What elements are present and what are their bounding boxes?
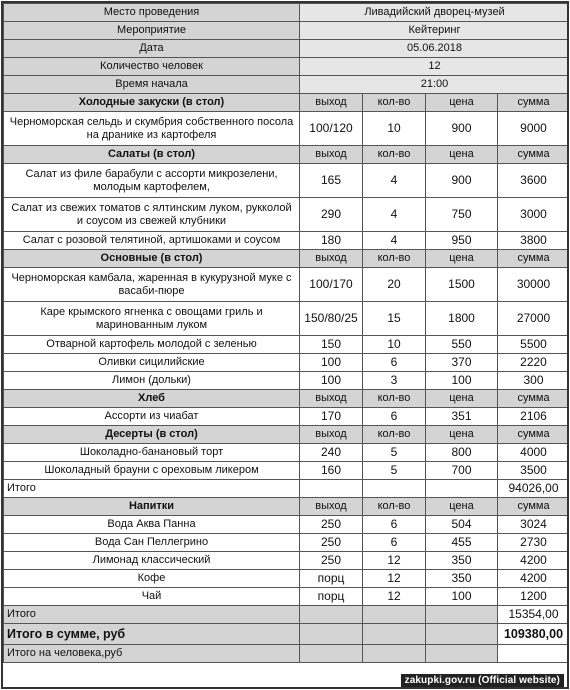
column-header-price: цена: [426, 146, 498, 164]
item-name: Шоколадный брауни с ореховым ликером: [4, 462, 300, 480]
item-output: 150/80/25: [300, 302, 363, 336]
column-header-qty: кол-во: [363, 390, 426, 408]
item-qty: 6: [363, 408, 426, 426]
section-title: Напитки: [4, 498, 300, 516]
food-total-row: [4, 480, 570, 498]
column-header-output: выход: [300, 94, 363, 112]
item-name: Отварной картофель молодой с зеленью: [4, 336, 300, 354]
column-header-qty: кол-во: [363, 426, 426, 444]
item-sum: 4200: [498, 552, 570, 570]
item-output: 100/170: [300, 268, 363, 302]
item-price: 504: [426, 516, 498, 534]
watermark-text: zakupki.gov.ru (Official website): [401, 674, 564, 687]
info-row: [4, 4, 570, 22]
item-qty: 10: [363, 112, 426, 146]
item-sum: 3800: [498, 232, 570, 250]
section-header-row: [4, 94, 570, 112]
column-header-price: цена: [426, 390, 498, 408]
item-price: 455: [426, 534, 498, 552]
table-row: [4, 372, 570, 390]
item-sum: 27000: [498, 302, 570, 336]
item-sum: 4000: [498, 444, 570, 462]
column-header-sum: сумма: [498, 426, 570, 444]
item-sum: 1200: [498, 588, 570, 606]
table-row: [4, 444, 570, 462]
item-output: 160: [300, 462, 363, 480]
item-name: Кофе: [4, 570, 300, 588]
section-header-row: [4, 146, 570, 164]
column-header-sum: сумма: [498, 250, 570, 268]
item-name: Черноморская сельдь и скумбрия собственного посола на дранике из картофеля: [4, 112, 300, 146]
item-price: 100: [426, 372, 498, 390]
item-sum: 2730: [498, 534, 570, 552]
column-header-output: выход: [300, 498, 363, 516]
drinks-total-label: Итого: [4, 606, 300, 624]
section-title: Хлеб: [4, 390, 300, 408]
column-header-price: цена: [426, 250, 498, 268]
item-output: 250: [300, 534, 363, 552]
section-header-row: [4, 250, 570, 268]
item-qty: 20: [363, 268, 426, 302]
item-name: Салат из свежих томатов с ялтинским луком, рукколой и соусом из свежей клубники: [4, 198, 300, 232]
item-sum: 2106: [498, 408, 570, 426]
item-name: Лимонад классический: [4, 552, 300, 570]
item-qty: 6: [363, 534, 426, 552]
info-value: 21:00: [300, 76, 570, 94]
item-sum: 3600: [498, 164, 570, 198]
item-name: Черноморская камбала, жаренная в кукурузной муке с васаби-пюре: [4, 268, 300, 302]
table-row: [4, 302, 570, 336]
item-sum: 3000: [498, 198, 570, 232]
item-price: 750: [426, 198, 498, 232]
column-header-output: выход: [300, 250, 363, 268]
item-output: порц: [300, 588, 363, 606]
food-total-value: 94026,00: [498, 480, 570, 498]
item-price: 800: [426, 444, 498, 462]
item-name: Шоколадно-банановый торт: [4, 444, 300, 462]
column-header-price: цена: [426, 498, 498, 516]
item-qty: 12: [363, 552, 426, 570]
item-qty: 4: [363, 232, 426, 250]
item-name: Вода Аква Панна: [4, 516, 300, 534]
item-qty: 6: [363, 354, 426, 372]
item-qty: 5: [363, 462, 426, 480]
item-qty: 12: [363, 588, 426, 606]
item-output: 100: [300, 372, 363, 390]
column-header-qty: кол-во: [363, 94, 426, 112]
item-qty: 3: [363, 372, 426, 390]
item-price: 900: [426, 112, 498, 146]
item-qty: 6: [363, 516, 426, 534]
item-output: 180: [300, 232, 363, 250]
item-sum: 2220: [498, 354, 570, 372]
table-row: [4, 516, 570, 534]
per-person-label: Итого на человека,руб: [4, 645, 300, 663]
column-header-qty: кол-во: [363, 250, 426, 268]
item-qty: 4: [363, 164, 426, 198]
item-output: 150: [300, 336, 363, 354]
empty-cell: [363, 624, 426, 645]
column-header-sum: сумма: [498, 390, 570, 408]
item-price: 100: [426, 588, 498, 606]
table-row: [4, 112, 570, 146]
empty-cell: [300, 606, 363, 624]
table-row: [4, 232, 570, 250]
item-name: Салат из филе барабули с ассорти микрозелени, молодым картофелем,: [4, 164, 300, 198]
item-price: 900: [426, 164, 498, 198]
item-name: Салат с розовой телятиной, артишоками и соусом: [4, 232, 300, 250]
drinks-header-row: [4, 498, 570, 516]
item-output: 165: [300, 164, 363, 198]
item-qty: 5: [363, 444, 426, 462]
section-title: Салаты (в стол): [4, 146, 300, 164]
empty-cell: [300, 480, 363, 498]
item-price: 550: [426, 336, 498, 354]
column-header-sum: сумма: [498, 94, 570, 112]
empty-cell: [300, 624, 363, 645]
info-label: Количество человек: [4, 58, 300, 76]
table-row: [4, 198, 570, 232]
item-qty: 10: [363, 336, 426, 354]
table-row: [4, 534, 570, 552]
grand-total-label: Итого в сумме, руб: [4, 624, 300, 645]
item-sum: 4200: [498, 570, 570, 588]
item-sum: 9000: [498, 112, 570, 146]
column-header-output: выход: [300, 426, 363, 444]
table-row: [4, 462, 570, 480]
item-output: 250: [300, 516, 363, 534]
table-row: [4, 354, 570, 372]
empty-cell: [426, 606, 498, 624]
info-value: 05.06.2018: [300, 40, 570, 58]
column-header-output: выход: [300, 146, 363, 164]
section-title: Десерты (в стол): [4, 426, 300, 444]
table-row: [4, 588, 570, 606]
item-output: 250: [300, 552, 363, 570]
item-output: 100/120: [300, 112, 363, 146]
info-row: [4, 76, 570, 94]
item-price: 1800: [426, 302, 498, 336]
column-header-sum: сумма: [498, 146, 570, 164]
section-header-row: [4, 390, 570, 408]
info-label: Дата: [4, 40, 300, 58]
drinks-total-row: [4, 606, 570, 624]
empty-cell: [426, 645, 498, 663]
column-header-output: выход: [300, 390, 363, 408]
item-output: 240: [300, 444, 363, 462]
info-row: [4, 22, 570, 40]
item-output: порц: [300, 570, 363, 588]
item-name: Каре крымского ягненка с овощами гриль и маринованным луком: [4, 302, 300, 336]
grand-total-row: [4, 624, 570, 645]
item-price: 370: [426, 354, 498, 372]
item-qty: 15: [363, 302, 426, 336]
table-row: [4, 268, 570, 302]
item-name: Оливки сицилийские: [4, 354, 300, 372]
item-price: 1500: [426, 268, 498, 302]
catering-estimate-document: [1, 1, 569, 689]
table-row: [4, 336, 570, 354]
item-sum: 300: [498, 372, 570, 390]
item-name: Чай: [4, 588, 300, 606]
item-price: 351: [426, 408, 498, 426]
item-sum: 5500: [498, 336, 570, 354]
table-row: [4, 164, 570, 198]
column-header-qty: кол-во: [363, 498, 426, 516]
table-row: [4, 552, 570, 570]
column-header-qty: кол-во: [363, 146, 426, 164]
info-value: Кейтеринг: [300, 22, 570, 40]
empty-cell: [363, 606, 426, 624]
table-row: [4, 408, 570, 426]
column-header-price: цена: [426, 426, 498, 444]
info-label: Мероприятие: [4, 22, 300, 40]
empty-cell: [363, 480, 426, 498]
item-qty: 4: [363, 198, 426, 232]
section-title: Основные (в стол): [4, 250, 300, 268]
empty-cell: [300, 645, 363, 663]
item-name: Лимон (дольки): [4, 372, 300, 390]
estimate-table: [3, 3, 569, 663]
section-title: Холодные закуски (в стол): [4, 94, 300, 112]
grand-total-value: 109380,00: [498, 624, 570, 645]
item-output: 170: [300, 408, 363, 426]
item-output: 100: [300, 354, 363, 372]
column-header-sum: сумма: [498, 498, 570, 516]
item-price: 700: [426, 462, 498, 480]
section-header-row: [4, 426, 570, 444]
table-row: [4, 570, 570, 588]
empty-cell: [426, 624, 498, 645]
item-qty: 12: [363, 570, 426, 588]
item-name: Ассорти из чиабат: [4, 408, 300, 426]
info-value: 12: [300, 58, 570, 76]
column-header-price: цена: [426, 94, 498, 112]
item-sum: 3024: [498, 516, 570, 534]
item-name: Вода Сан Пеллегрино: [4, 534, 300, 552]
item-output: 290: [300, 198, 363, 232]
item-price: 950: [426, 232, 498, 250]
empty-cell: [426, 480, 498, 498]
empty-cell: [363, 645, 426, 663]
info-row: [4, 58, 570, 76]
item-price: 350: [426, 552, 498, 570]
info-label: Место проведения: [4, 4, 300, 22]
item-sum: 3500: [498, 462, 570, 480]
info-value: Ливадийский дворец-музей: [300, 4, 570, 22]
item-sum: 30000: [498, 268, 570, 302]
item-price: 350: [426, 570, 498, 588]
food-total-label: Итого: [4, 480, 300, 498]
info-label: Время начала: [4, 76, 300, 94]
per-person-value: [498, 645, 570, 663]
info-row: [4, 40, 570, 58]
per-person-row: [4, 645, 570, 663]
drinks-total-value: 15354,00: [498, 606, 570, 624]
